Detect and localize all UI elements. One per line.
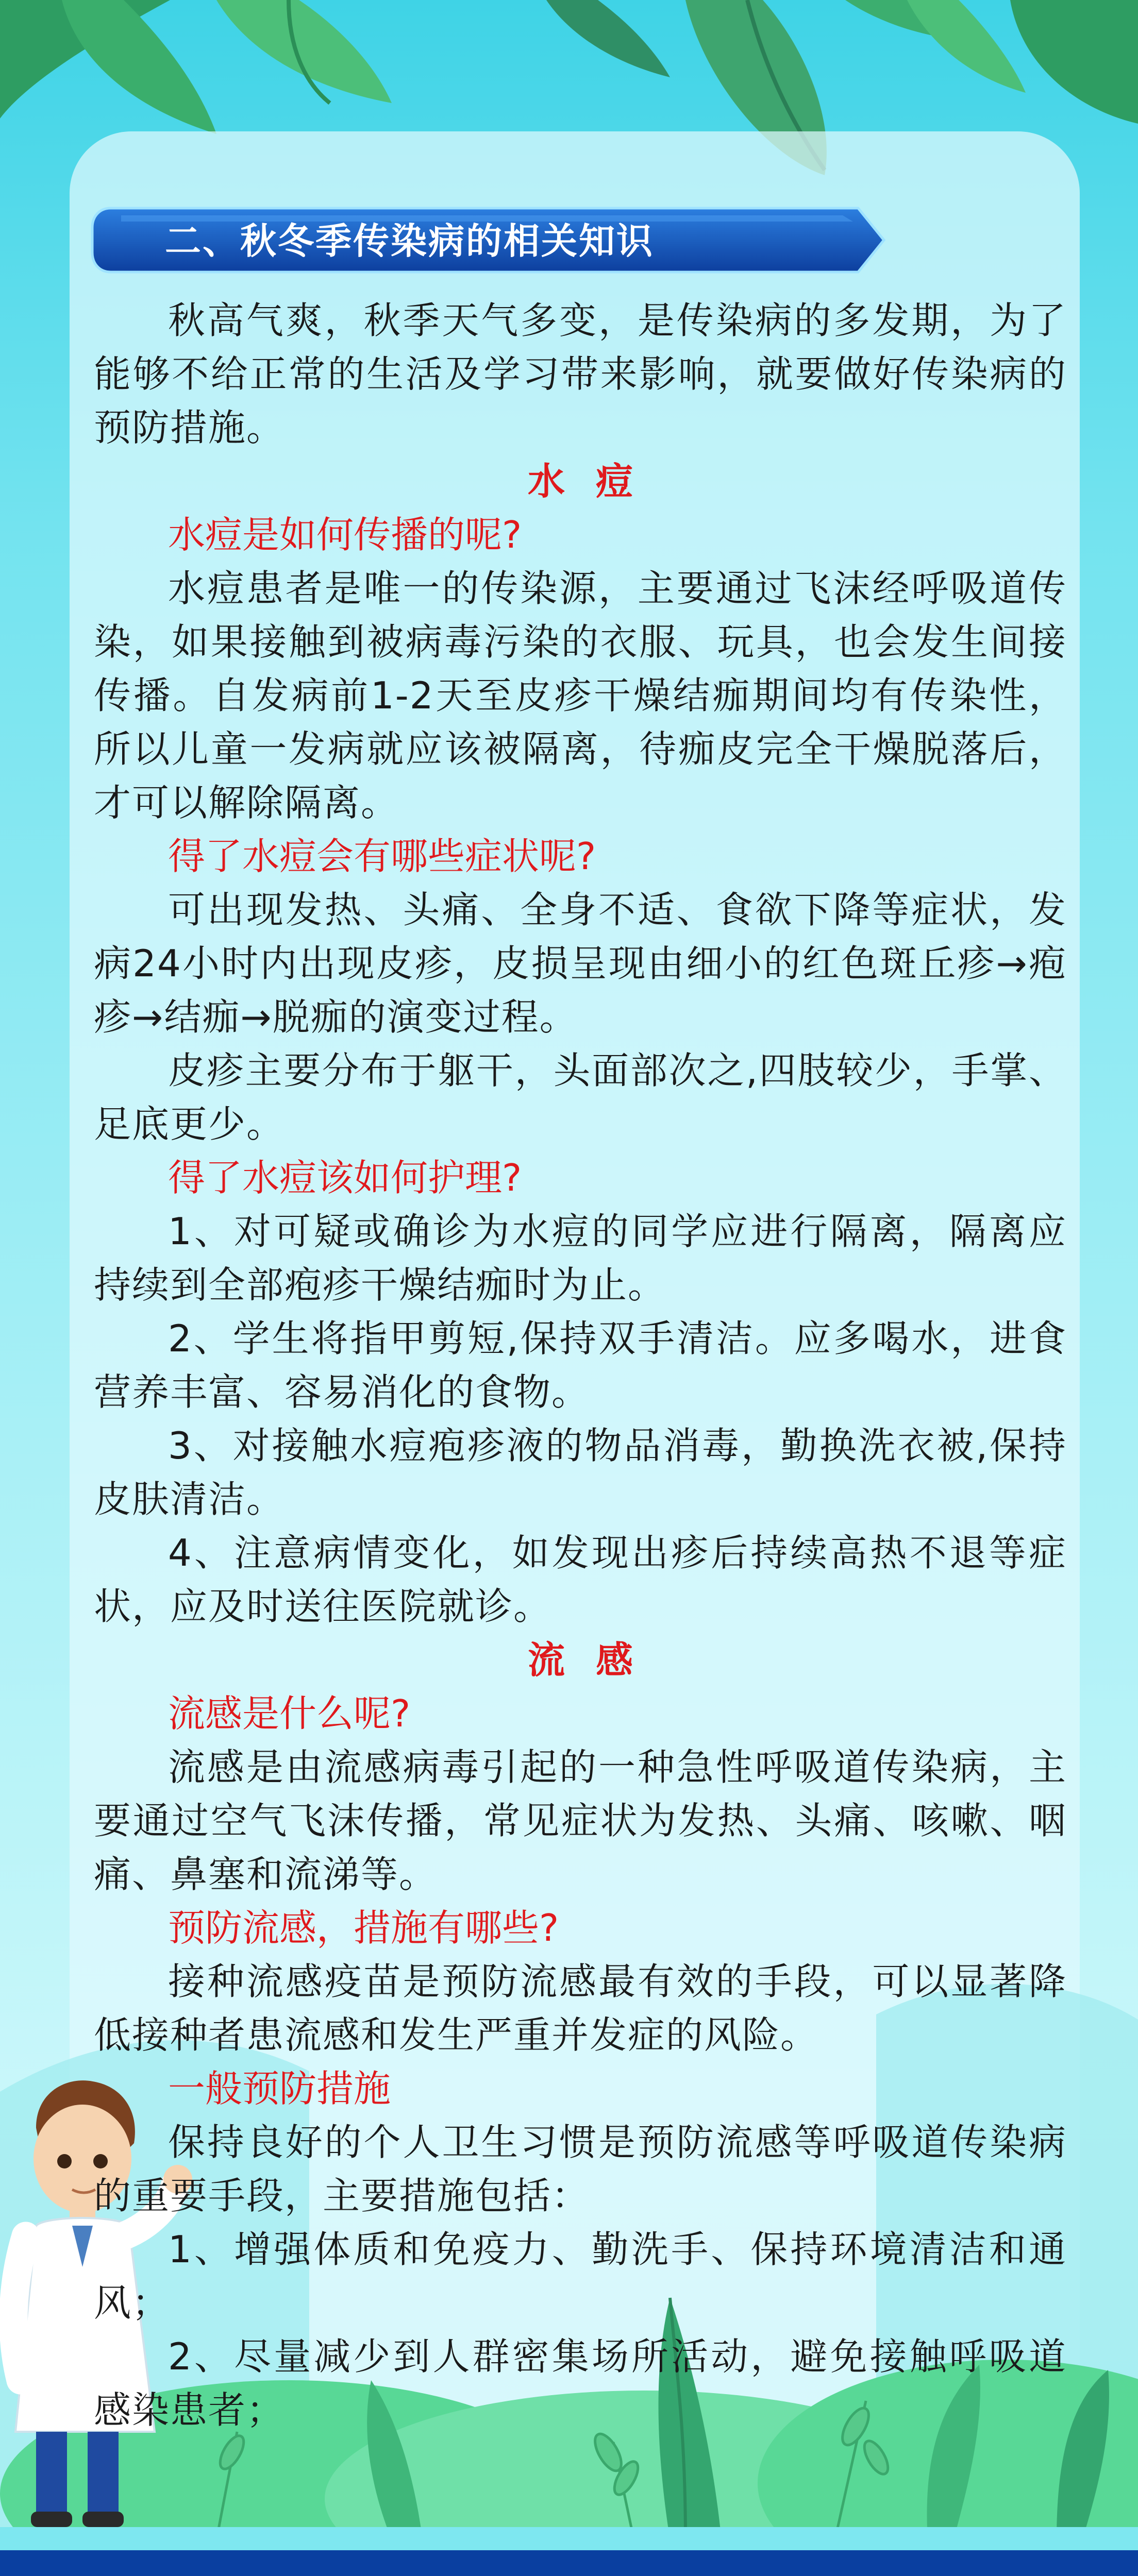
- section-title: 二、秋冬季传染病的相关知识: [165, 220, 654, 262]
- influenza-general-measures-intro: 保持良好的个人卫生习惯是预防流感等呼吸道传染病的重要手段，主要措施包括：: [94, 2121, 1067, 2217]
- varicella-question-care: 得了水痘该如何护理?: [168, 1156, 522, 1199]
- influenza-answer-prevention: 接种流感疫苗是预防流感最有效的手段，可以显著降低接种者患流感和发生严重并发症的风险。: [94, 1960, 1067, 2057]
- influenza-question-prevention: 预防流感，措施有哪些?: [168, 1906, 559, 1950]
- intro-paragraph: 秋高气爽，秋季天气多变，是传染病的多发期，为了能够不给正常的生活及学习带来影响，就要做好传染病的预防措施。: [94, 299, 1067, 449]
- varicella-question-transmission: 水痘是如何传播的呢?: [168, 513, 522, 556]
- varicella-answer-rash: 皮疹主要分布于躯干，头面部次之,四肢较少，手掌、足底更少。: [94, 1049, 1067, 1146]
- influenza-question-what: 流感是什么呢?: [168, 1692, 411, 1735]
- varicella-care-item: 2、学生将指甲剪短,保持双手清洁。应多喝水，进食营养丰富、容易消化的食物。: [94, 1317, 1067, 1414]
- varicella-heading: 水痘: [527, 460, 664, 503]
- varicella-care-item: 4、注意病情变化，如发现出疹后持续高热不退等症状，应及时送往医院就诊。: [94, 1531, 1067, 1628]
- influenza-heading: 流感: [527, 1638, 664, 1682]
- influenza-general-measures-heading: 一般预防措施: [168, 2067, 391, 2110]
- footer-strip: [0, 2527, 1138, 2550]
- varicella-care-item: 1、对可疑或确诊为水痘的同学应进行隔离，隔离应持续到全部疱疹干燥结痂时为止。: [94, 1210, 1067, 1307]
- varicella-care-item: 3、对接触水痘疱疹液的物品消毒，勤换洗衣被,保持皮肤清洁。: [94, 1424, 1067, 1521]
- influenza-answer-what: 流感是由流感病毒引起的一种急性呼吸道传染病，主要通过空气飞沫传播，常见症状为发热、头痛、咳嗽、咽痛、鼻塞和流涕等。: [94, 1745, 1067, 1896]
- influenza-measure-item: 2、尽量减少到人群密集场所活动，避免接触呼吸道感染患者；: [94, 2335, 1067, 2432]
- influenza-measure-item: 1、增强体质和免疫力、勤洗手、保持环境清洁和通风；: [94, 2228, 1067, 2325]
- varicella-answer-symptoms: 可出现发热、头痛、全身不适、食欲下降等症状，发病24小时内出现皮疹，皮损呈现由细小的红色斑丘疹→疱疹→结痂→脱痂的演变过程。: [94, 888, 1067, 1039]
- footer-bar: [0, 2550, 1138, 2576]
- varicella-question-symptoms: 得了水痘会有哪些症状呢?: [168, 835, 596, 878]
- article-content: [94, 294, 1067, 2437]
- varicella-answer-transmission: 水痘患者是唯一的传染源，主要通过飞沫经呼吸道传染，如果接触到被病毒污染的衣服、玩具，也会发生间接传播。自发病前1-2天至皮疹干燥结痂期间均有传染性，所以儿童一发病就应该被隔离，待痂皮完全干燥脱落后，才可以解除隔离。: [94, 567, 1067, 824]
